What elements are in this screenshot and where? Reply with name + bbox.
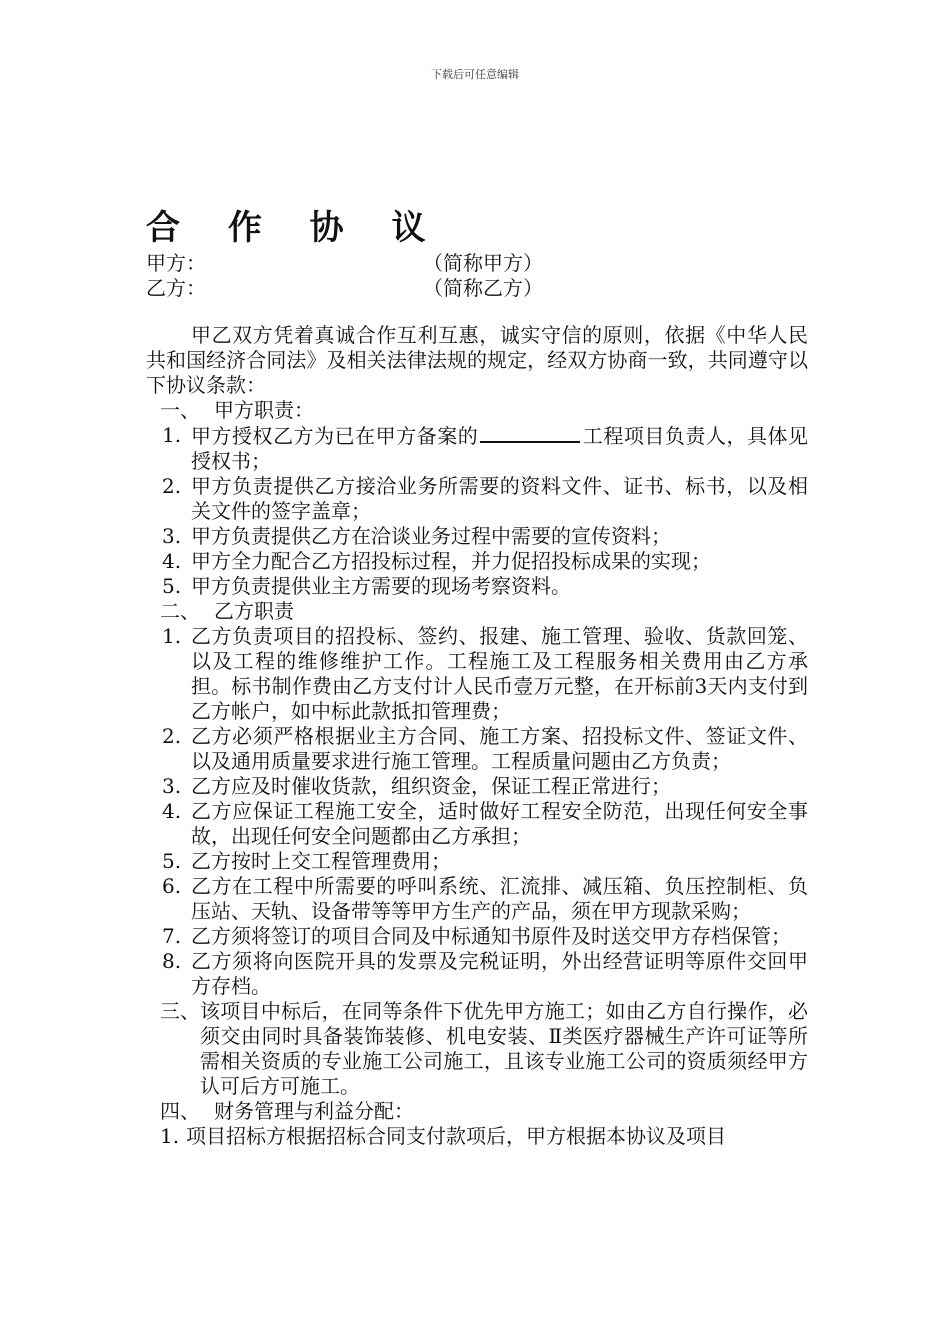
party-a-label: 甲方： bbox=[146, 251, 206, 275]
section-2-heading bbox=[146, 599, 808, 624]
item-text: 乙方须将签订的项目合同及中标通知书原件及时送交甲方存档保管； bbox=[191, 924, 791, 948]
item-text-post: 工程项目负责人，具体见授权书； bbox=[191, 424, 809, 473]
item-text: 乙方应及时催收货款，组织资金，保证工程正常进行； bbox=[191, 774, 671, 798]
section-1-item-3 bbox=[146, 524, 808, 549]
section-1-heading bbox=[146, 398, 808, 423]
item-text: 甲方全力配合乙方招投标过程，并力促招投标成果的实现； bbox=[191, 549, 711, 573]
section-4-item-1 bbox=[146, 1124, 808, 1149]
section-2-number: 二、 bbox=[160, 599, 200, 623]
document-title: 合 作 协 议 bbox=[146, 208, 444, 248]
item-text: 甲方负责提供业主方需要的现场考察资料。 bbox=[191, 574, 571, 598]
item-number: 7. bbox=[162, 924, 182, 948]
section-2-item-8 bbox=[146, 949, 808, 999]
section-4-title: 财务管理与利益分配： bbox=[214, 1099, 414, 1123]
item-text: 乙方负责项目的招投标、签约、报建、施工管理、验收、货款回笼、以及工程的维修维护工作。工程施工及工程服务相关费用由乙方承担。标书制作费由乙方支付计人民币壹万元整，在开标前3天内支付到乙方帐户，如中标此款抵扣管理费； bbox=[191, 624, 808, 723]
section-2-item-4 bbox=[146, 799, 808, 849]
item-number: 4. bbox=[162, 799, 182, 823]
party-b-label: 乙方： bbox=[146, 276, 206, 300]
section-4-number: 四、 bbox=[160, 1099, 200, 1123]
section-2-item-2 bbox=[146, 724, 808, 774]
section-1-item-2 bbox=[146, 474, 808, 524]
item-number: 6. bbox=[162, 874, 182, 898]
item-number: 2. bbox=[162, 724, 182, 748]
header-note: 下载后可任意编辑 bbox=[431, 68, 519, 81]
item-number: 5. bbox=[162, 849, 182, 873]
item-number: 8. bbox=[162, 949, 182, 973]
party-a-line bbox=[146, 250, 543, 276]
agreement-body bbox=[146, 323, 808, 1149]
section-2-item-1 bbox=[146, 624, 808, 724]
section-4-heading bbox=[146, 1099, 808, 1124]
item-text: 乙方在工程中所需要的呼叫系统、汇流排、减压箱、负压控制柜、负压站、天轨、设备带等等甲方生产的产品，须在甲方现款采购； bbox=[191, 874, 808, 923]
section-1-title: 甲方职责： bbox=[214, 398, 314, 422]
item-text-pre: 甲方授权乙方为已在甲方备案的 bbox=[191, 424, 479, 448]
item-number: 1. bbox=[162, 423, 182, 447]
item-text: 乙方按时上交工程管理费用； bbox=[191, 849, 451, 873]
item-text: 甲方负责提供乙方接洽业务所需要的资料文件、证书、标书，以及相关文件的签字盖章； bbox=[191, 474, 808, 523]
item-number: 2. bbox=[162, 474, 182, 498]
section-1-item-4 bbox=[146, 549, 808, 574]
party-b-abbr: （简称乙方） bbox=[423, 276, 543, 300]
section-1-number: 一、 bbox=[160, 398, 200, 422]
section-3 bbox=[146, 999, 808, 1099]
party-a-abbr: （简称甲方） bbox=[423, 251, 543, 275]
item-text: 项目招标方根据招标合同支付款项后，甲方根据本协议及项目 bbox=[186, 1124, 726, 1148]
item-text: 甲方负责提供乙方在洽谈业务过程中需要的宣传资料； bbox=[191, 524, 671, 548]
section-2-item-6 bbox=[146, 874, 808, 924]
item-number: 3. bbox=[162, 774, 182, 798]
section-3-number: 三、 bbox=[160, 999, 200, 1023]
section-1-item-1 bbox=[146, 423, 808, 474]
section-2-item-5 bbox=[146, 849, 808, 874]
section-2-title: 乙方职责 bbox=[214, 599, 294, 623]
item-text: 乙方必须严格根据业主方合同、施工方案、招投标文件、签证文件、以及通用质量要求进行施工管理。工程质量问题由乙方负责； bbox=[191, 724, 808, 773]
section-2-item-7 bbox=[146, 924, 808, 949]
item-number: 1. bbox=[160, 1124, 180, 1148]
item-number: 3. bbox=[162, 524, 182, 548]
intro-paragraph: 甲乙双方凭着真诚合作互利互惠，诚实守信的原则，依据《中华人民共和国经济合同法》及相关法律法规的规定，经双方协商一致，共同遵守以下协议条款： bbox=[146, 323, 808, 397]
party-b-line bbox=[146, 275, 543, 301]
section-3-text: 该项目中标后，在同等条件下优先甲方施工；如由乙方自行操作，必须交由同时具备装饰装修、机电安装、Ⅱ类医疗器械生产许可证等所需相关资质的专业施工公司施工，且该专业施工公司的资质须经甲方认可后方可施工。 bbox=[200, 999, 808, 1098]
item-number: 5. bbox=[162, 574, 182, 598]
section-2-item-3 bbox=[146, 774, 808, 799]
blank-line bbox=[480, 423, 580, 443]
section-1-item-5 bbox=[146, 574, 808, 599]
item-text: 乙方须将向医院开具的发票及完税证明，外出经营证明等原件交回甲方存档。 bbox=[191, 949, 808, 998]
item-text bbox=[191, 423, 808, 474]
item-number: 4. bbox=[162, 549, 182, 573]
item-number: 1. bbox=[162, 624, 182, 648]
item-text: 乙方应保证工程施工安全，适时做好工程安全防范，出现任何安全事故，出现任何安全问题都由乙方承担； bbox=[191, 799, 808, 848]
